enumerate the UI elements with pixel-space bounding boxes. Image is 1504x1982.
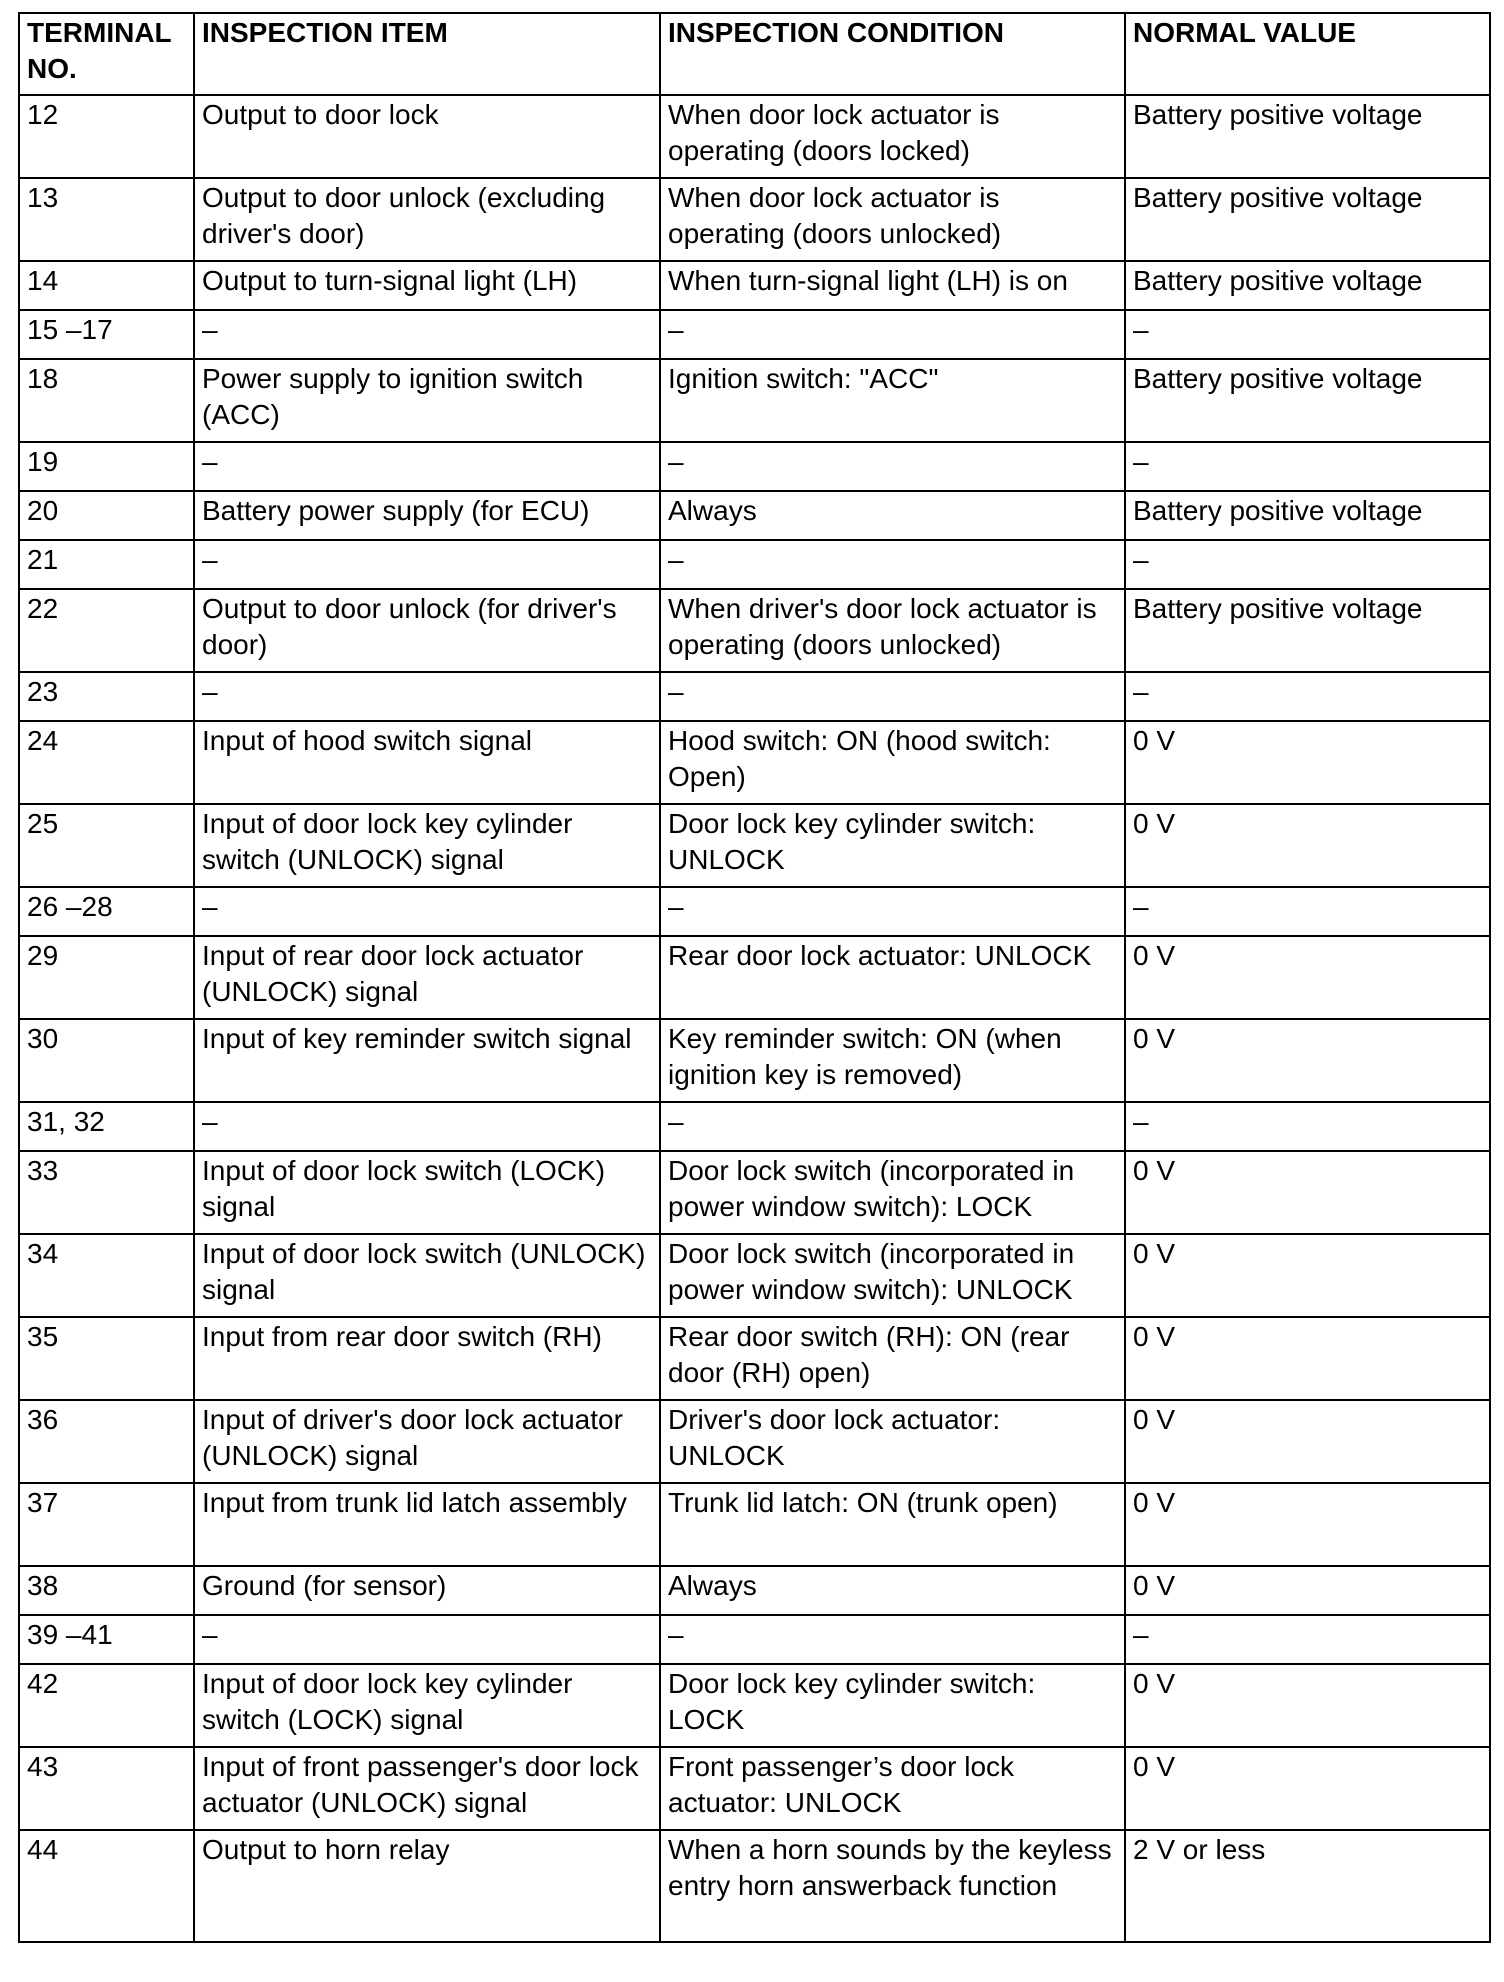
cell-condition: Key reminder switch: ON (when ignition key is removed) — [660, 1019, 1125, 1102]
table-row — [19, 721, 1490, 804]
cell-condition: – — [660, 540, 1125, 589]
cell-terminal: 43 — [19, 1747, 194, 1830]
table-row — [19, 178, 1490, 261]
cell-item: – — [194, 1615, 660, 1664]
cell-value: – — [1125, 442, 1490, 491]
table-row — [19, 442, 1490, 491]
cell-terminal: 36 — [19, 1400, 194, 1483]
cell-value: 0 V — [1125, 1234, 1490, 1317]
table-row — [19, 359, 1490, 442]
cell-condition: When door lock actuator is operating (doors locked) — [660, 95, 1125, 178]
cell-item: – — [194, 310, 660, 359]
cell-item: Input of door lock switch (UNLOCK) signal — [194, 1234, 660, 1317]
cell-terminal: 14 — [19, 261, 194, 310]
cell-condition: Door lock key cylinder switch: LOCK — [660, 1664, 1125, 1747]
cell-value: Battery positive voltage — [1125, 359, 1490, 442]
cell-item: Ground (for sensor) — [194, 1566, 660, 1615]
cell-condition: – — [660, 1102, 1125, 1151]
table-row — [19, 804, 1490, 887]
table-container — [18, 12, 1489, 1943]
cell-item: Input of door lock key cylinder switch (LOCK) signal — [194, 1664, 660, 1747]
cell-terminal: 34 — [19, 1234, 194, 1317]
table-row — [19, 672, 1490, 721]
cell-value: 0 V — [1125, 721, 1490, 804]
cell-condition: – — [660, 310, 1125, 359]
cell-condition: When a horn sounds by the keyless entry horn answerback function — [660, 1830, 1125, 1942]
cell-value: 0 V — [1125, 1400, 1490, 1483]
cell-condition: Rear door switch (RH): ON (rear door (RH) open) — [660, 1317, 1125, 1400]
cell-value: 0 V — [1125, 936, 1490, 1019]
cell-item: – — [194, 442, 660, 491]
cell-value: – — [1125, 310, 1490, 359]
header-normal-value: NORMAL VALUE — [1125, 13, 1490, 95]
cell-item: Output to turn-signal light (LH) — [194, 261, 660, 310]
cell-value: – — [1125, 672, 1490, 721]
table-row — [19, 95, 1490, 178]
header-inspection-condition: INSPECTION CONDITION — [660, 13, 1125, 95]
header-row — [19, 13, 1490, 95]
cell-value: Battery positive voltage — [1125, 589, 1490, 672]
cell-value: 0 V — [1125, 1151, 1490, 1234]
cell-value: 0 V — [1125, 1566, 1490, 1615]
table-row — [19, 1317, 1490, 1400]
table-row — [19, 261, 1490, 310]
cell-item: Output to door lock — [194, 95, 660, 178]
table-row — [19, 1400, 1490, 1483]
cell-condition: – — [660, 442, 1125, 491]
cell-item: – — [194, 672, 660, 721]
cell-item: Input from trunk lid latch assembly — [194, 1483, 660, 1566]
table-row — [19, 887, 1490, 936]
cell-terminal: 23 — [19, 672, 194, 721]
cell-item: Input of front passenger's door lock actuator (UNLOCK) signal — [194, 1747, 660, 1830]
cell-value: – — [1125, 540, 1490, 589]
table-row — [19, 1615, 1490, 1664]
cell-terminal: 44 — [19, 1830, 194, 1942]
cell-terminal: 25 — [19, 804, 194, 887]
header-inspection-item: INSPECTION ITEM — [194, 13, 660, 95]
cell-condition: Driver's door lock actuator: UNLOCK — [660, 1400, 1125, 1483]
table-row — [19, 1234, 1490, 1317]
terminal-inspection-table — [18, 12, 1491, 1943]
table-row — [19, 540, 1490, 589]
cell-condition: – — [660, 1615, 1125, 1664]
cell-item: Input from rear door switch (RH) — [194, 1317, 660, 1400]
table-row — [19, 1019, 1490, 1102]
cell-terminal: 31, 32 — [19, 1102, 194, 1151]
cell-terminal: 15 –17 — [19, 310, 194, 359]
cell-condition: Trunk lid latch: ON (trunk open) — [660, 1483, 1125, 1566]
cell-condition: When driver's door lock actuator is operating (doors unlocked) — [660, 589, 1125, 672]
cell-item: – — [194, 1102, 660, 1151]
table-row — [19, 1747, 1490, 1830]
cell-terminal: 22 — [19, 589, 194, 672]
cell-terminal: 39 –41 — [19, 1615, 194, 1664]
cell-condition: Hood switch: ON (hood switch: Open) — [660, 721, 1125, 804]
table-row — [19, 1830, 1490, 1942]
cell-item: Input of door lock key cylinder switch (UNLOCK) signal — [194, 804, 660, 887]
cell-condition: Always — [660, 1566, 1125, 1615]
cell-condition: Ignition switch: "ACC" — [660, 359, 1125, 442]
cell-condition: Always — [660, 491, 1125, 540]
cell-terminal: 26 –28 — [19, 887, 194, 936]
table-row — [19, 310, 1490, 359]
cell-condition: When door lock actuator is operating (doors unlocked) — [660, 178, 1125, 261]
cell-terminal: 29 — [19, 936, 194, 1019]
cell-terminal: 38 — [19, 1566, 194, 1615]
cell-item: Input of door lock switch (LOCK) signal — [194, 1151, 660, 1234]
cell-value: – — [1125, 1615, 1490, 1664]
cell-condition: – — [660, 887, 1125, 936]
cell-item: Output to door unlock (for driver's door) — [194, 589, 660, 672]
cell-value: Battery positive voltage — [1125, 178, 1490, 261]
cell-value: – — [1125, 887, 1490, 936]
cell-condition: When turn-signal light (LH) is on — [660, 261, 1125, 310]
table-row — [19, 1483, 1490, 1566]
cell-condition: Rear door lock actuator: UNLOCK — [660, 936, 1125, 1019]
cell-condition: Door lock switch (incorporated in power window switch): LOCK — [660, 1151, 1125, 1234]
table-row — [19, 589, 1490, 672]
table-row — [19, 1664, 1490, 1747]
header-terminal-no: TERMINAL NO. — [19, 13, 194, 95]
cell-terminal: 18 — [19, 359, 194, 442]
cell-terminal: 42 — [19, 1664, 194, 1747]
table-row — [19, 1566, 1490, 1615]
table-row — [19, 1102, 1490, 1151]
cell-item: Output to horn relay — [194, 1830, 660, 1942]
cell-item: Input of key reminder switch signal — [194, 1019, 660, 1102]
cell-value: – — [1125, 1102, 1490, 1151]
cell-condition: – — [660, 672, 1125, 721]
cell-value: Battery positive voltage — [1125, 261, 1490, 310]
cell-value: 0 V — [1125, 1747, 1490, 1830]
cell-terminal: 33 — [19, 1151, 194, 1234]
cell-value: Battery positive voltage — [1125, 491, 1490, 540]
cell-terminal: 30 — [19, 1019, 194, 1102]
cell-item: Input of driver's door lock actuator (UNLOCK) signal — [194, 1400, 660, 1483]
cell-value: Battery positive voltage — [1125, 95, 1490, 178]
cell-condition: Door lock switch (incorporated in power window switch): UNLOCK — [660, 1234, 1125, 1317]
cell-value: 0 V — [1125, 1664, 1490, 1747]
cell-condition: Door lock key cylinder switch: UNLOCK — [660, 804, 1125, 887]
cell-terminal: 24 — [19, 721, 194, 804]
cell-item: – — [194, 887, 660, 936]
cell-item: Output to door unlock (excluding driver's door) — [194, 178, 660, 261]
cell-terminal: 13 — [19, 178, 194, 261]
cell-condition: Front passenger’s door lock actuator: UNLOCK — [660, 1747, 1125, 1830]
table-row — [19, 491, 1490, 540]
cell-terminal: 20 — [19, 491, 194, 540]
cell-item: Input of hood switch signal — [194, 721, 660, 804]
cell-item: – — [194, 540, 660, 589]
cell-terminal: 37 — [19, 1483, 194, 1566]
cell-value: 0 V — [1125, 1317, 1490, 1400]
table-row — [19, 1151, 1490, 1234]
cell-item: Power supply to ignition switch (ACC) — [194, 359, 660, 442]
cell-item: Input of rear door lock actuator (UNLOCK) signal — [194, 936, 660, 1019]
cell-value: 2 V or less — [1125, 1830, 1490, 1942]
cell-value: 0 V — [1125, 804, 1490, 887]
cell-value: 0 V — [1125, 1483, 1490, 1566]
cell-item: Battery power supply (for ECU) — [194, 491, 660, 540]
cell-terminal: 35 — [19, 1317, 194, 1400]
cell-terminal: 12 — [19, 95, 194, 178]
cell-terminal: 21 — [19, 540, 194, 589]
cell-terminal: 19 — [19, 442, 194, 491]
cell-value: 0 V — [1125, 1019, 1490, 1102]
table-row — [19, 936, 1490, 1019]
